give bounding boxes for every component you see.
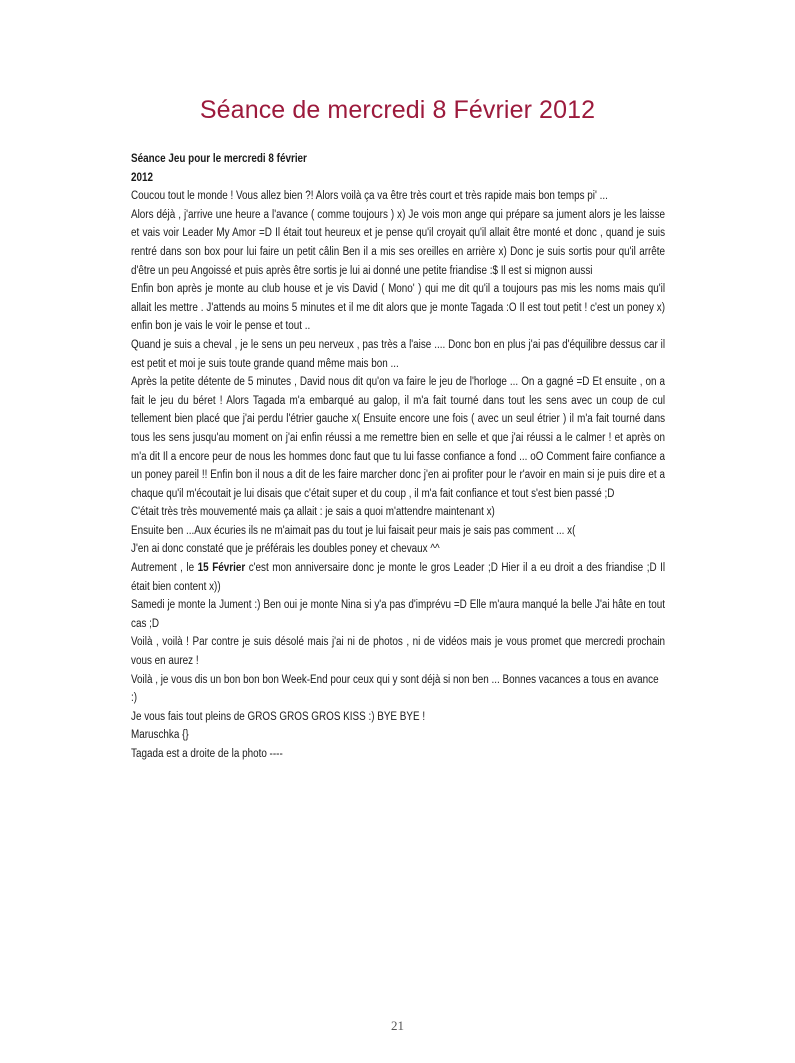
page-number: 21 — [391, 1018, 404, 1033]
signature: Maruschka {} — [131, 729, 189, 742]
page-title: Séance de mercredi 8 Février 2012 — [199, 96, 596, 124]
paragraph: Je vous fais tout pleins de GROS GROS GROS KISS :) BYE BYE ! — [131, 710, 426, 723]
paragraph: J'en ai donc constaté que je préférais les doubles poney et chevaux ^^ — [131, 543, 440, 556]
paragraph-text: c'est mon anniversaire donc je monte le gros Leader ;D Hier il a eu droit a des friandise ;D Il était bien content x)) — [131, 562, 666, 593]
paragraph-birthday — [131, 559, 665, 596]
paragraph: Voilà , voilà ! Par contre je suis désolé mais j'ai ni de photos , ni de vidéos mais je vous promet que mercredi prochain vous en aurez ! — [131, 636, 666, 668]
paragraph: Quand je suis a cheval , je le sens un peu nerveux , pas très a l'aise .... Donc bon en plus j'ai pas d'équilibre dessus car il est petit et moi je suis toute grande quand même mais bon ... — [131, 338, 666, 370]
paragraph: Après la petite détente de 5 minutes , David nous dit qu'on va faire le jeu de l'horloge ... On a gagné =D Et ensuite , on a fait le jeu du béret ! Alors Tagada m'a embarqué au galop, il m'a fait tourné dans tout les sens avec un coup de cul tellement bien placé que j'ai perdu l'étrier gauche x( Ensuite encore une fois ( avec un seul étrier ) il m'a fait tourné dans tous les sens jusqu'au moment on j'ai enfin réussi a me remettre bien en selle et que j'ai réussi a le calmer ! et après on m'a dit Il a encore peur de nous les hommes donc faut que tu lui fasse confiance a fond ... oO Comment faire confiance a un poney pareil !! Enfin bon il nous a dit de les faire marcher donc j'en ai profiter pour le r'avoir en main si je puis dire et a chaque qu'il m'écoutait je lui disais que c'était super et du coup , il m'a fait confiance et tout s'est bien passé ;D — [131, 376, 666, 500]
paragraph: Samedi je monte la Jument :) Ben oui je monte Nina si y'a pas d'imprévu =D Elle m'aura manqué la belle J'ai hâte en tout cas ;D — [131, 599, 666, 630]
paragraph-text: Autrement , le — [131, 562, 198, 575]
article-heading-line-2: 2012 — [131, 171, 154, 184]
paragraph: Enfin bon après je monte au club house et je vis David ( Mono' ) qui me dit qu'il a toujours pas mis les noms mais qu'il allait les mettre . J'attends au moins 5 minutes et il me dit alors que je monte Tagada :O Il est tout petit ! c'est un poney x) enfin bon je vais le voir le pense et tout .. — [131, 283, 666, 333]
article-heading-line-1: Séance Jeu pour le mercredi 8 février — [131, 153, 307, 165]
article-body — [131, 150, 666, 764]
paragraph: Alors déjà , j'arrive une heure a l'avance ( comme toujours ) x) Je vois mon ange qui prépare sa jument alors je les laisse et vais voir Leader My Amor =D Il était tout heureux et je pense qu'il croyait qu'il allait être monté et donc , quand je suis rentré dans son box pour lui faire un petit câlin Ben il a mis ses oreilles en arrière x) Donc je suis sortis pour qu'il arrête d'être un peu Angoissé et puis après être sortis je lui ai donné une petite friandise :$ Il est si mignon aussi — [131, 208, 666, 277]
paragraph: Ensuite ben ...Aux écuries ils ne m'aimait pas du tout je lui faisait peur mais je sais pas comment ... x( — [131, 524, 576, 537]
paragraph: Coucou tout le monde ! Vous allez bien ?! Alors voilà ça va être très court et très rapide mais bon temps pi' ... — [131, 190, 608, 203]
paragraph: Voilà , je vous dis un bon bon bon Week-End pour ceux qui y sont déjà si non ben ... Bonnes vacances a tous en avance :) — [131, 673, 659, 705]
photo-caption: Tagada est a droite de la photo ---- — [131, 748, 283, 760]
birthday-date: 15 Février — [197, 562, 246, 575]
paragraph: C'était très très mouvementé mais ça allait : je sais a quoi m'attendre maintenant x) — [131, 506, 495, 519]
